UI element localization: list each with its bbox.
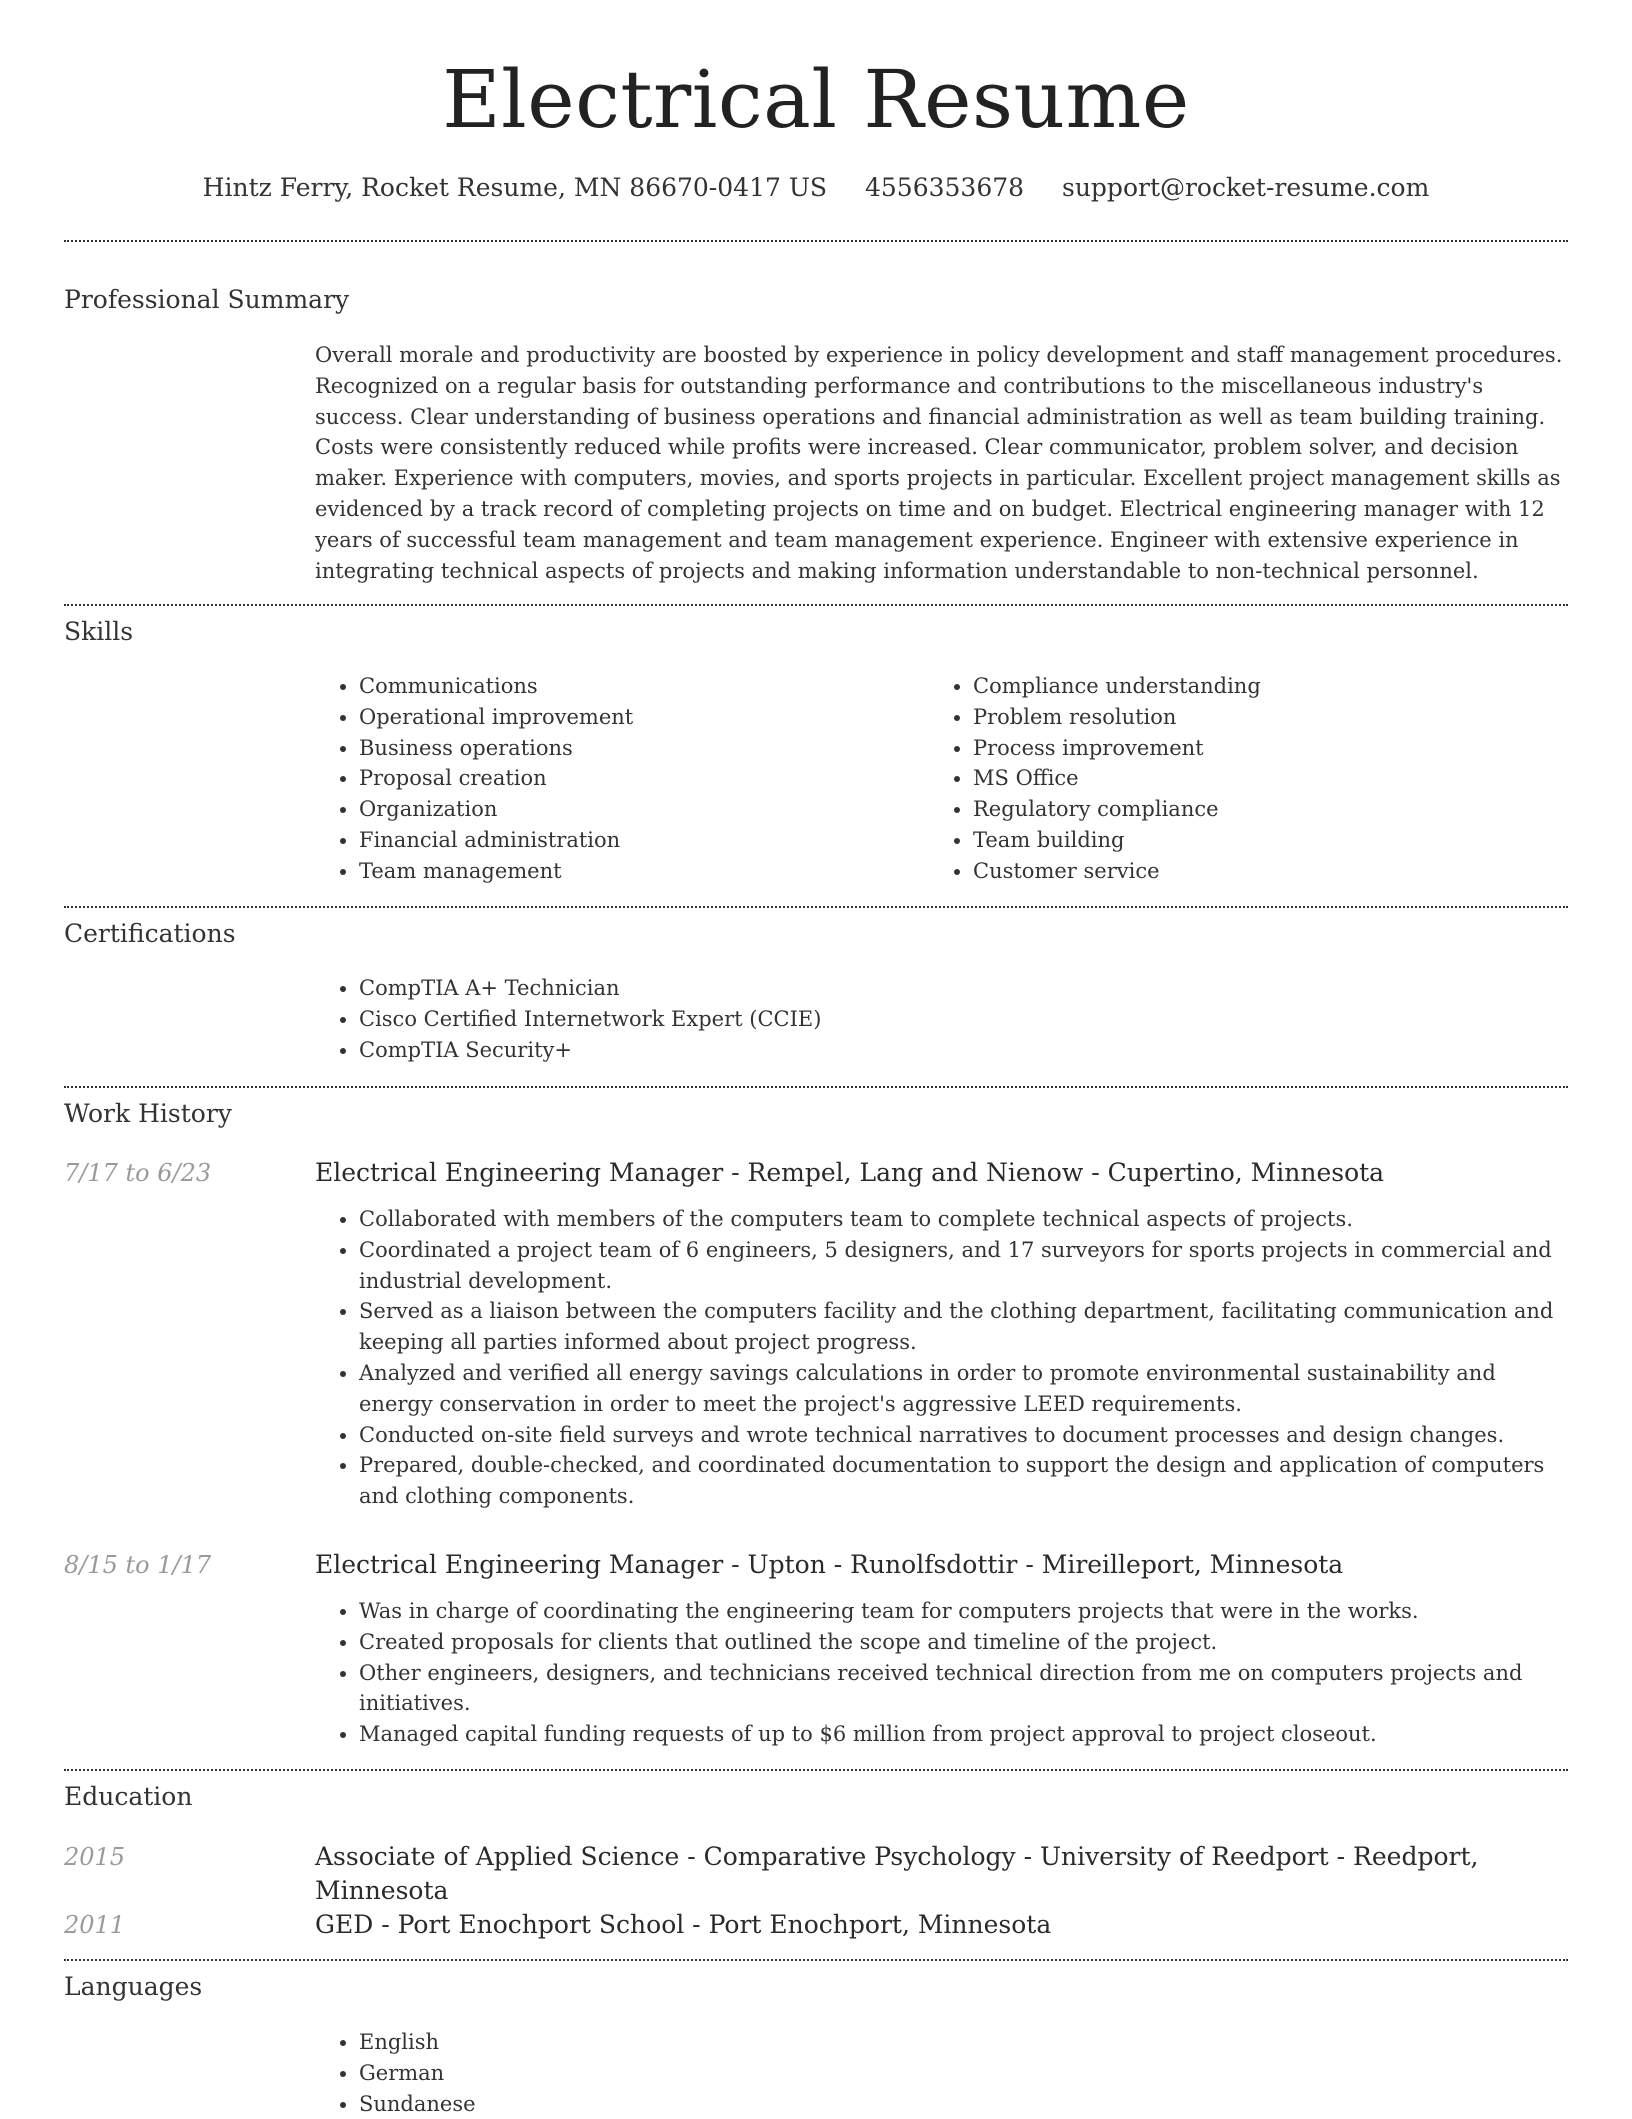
education-year: 2015 [64,1843,126,1871]
contact-email: support@rocket-resume.com [1062,173,1430,202]
skill-item: • Team building [973,825,1549,856]
contact-line [64,170,1568,206]
education-entry [315,1908,1568,1942]
job-bullet: • Other engineers, designers, and technicians received technical direction from me on computers projects and initiatives. [359,1658,1568,1720]
skill-item: • Business operations [359,733,929,764]
education-year: 2011 [64,1911,126,1939]
education-title: Associate of Applied Science - Comparative Psychology - University of Reedport - Reedport, Minnesota [315,1842,1479,1905]
skill-item: • Organization [359,794,929,825]
section-divider [64,1086,1568,1088]
skill-item: • Problem resolution [973,702,1549,733]
skill-item: • Team management [359,856,929,887]
section-divider [64,1959,1568,1961]
skill-item: • Compliance understanding [973,671,1549,702]
job-bullet: • Collaborated with members of the computers team to complete technical aspects of projects. [359,1204,1568,1235]
skills-heading: Skills [64,617,134,646]
job-title: Electrical Engineering Manager - Rempel, Lang and Nienow - Cupertino, Minnesota [315,1158,1385,1187]
language-item: • Sundanese [359,2089,1568,2119]
skills-column-right [929,671,1549,887]
job-bullet: • Served as a liaison between the computers facility and the clothing department, facilitating communication and keeping all parties informed about project progress. [359,1296,1568,1358]
work-history-heading: Work History [64,1099,232,1128]
skill-item: • Regulatory compliance [973,794,1549,825]
certifications-heading: Certifications [64,919,236,948]
certification-item: • CompTIA Security+ [359,1035,1568,1066]
summary-section [315,340,1568,586]
job-entry [315,1156,1568,1512]
skill-item: • Proposal creation [359,763,929,794]
education-entry [315,1840,1568,1908]
skill-item: • Communications [359,671,929,702]
languages-heading: Languages [64,1972,203,2001]
job-bullet: • Analyzed and verified all energy savings calculations in order to promote environmental sustainability and energy conservation in order to meet the project's aggressive LEED requirements. [359,1358,1568,1420]
contact-phone: 4556353678 [864,173,1025,202]
certification-item: • CompTIA A+ Technician [359,973,1568,1004]
certifications-section [315,973,1568,1065]
skill-item: • Financial administration [359,825,929,856]
skill-item: • Process improvement [973,733,1549,764]
job-bullet: • Managed capital funding requests of up to $6 million from project approval to project closeout. [359,1719,1568,1750]
section-divider [64,906,1568,908]
job-bullet: • Coordinated a project team of 6 engineers, 5 designers, and 17 surveyors for sports projects in commercial and industrial development. [359,1235,1568,1297]
skill-item: • Operational improvement [359,702,929,733]
skills-section [315,671,1568,891]
job-dates: 7/17 to 6/23 [64,1159,212,1187]
contact-address: Hintz Ferry, Rocket Resume, MN 86670-0417 US [202,173,828,202]
education-heading: Education [64,1782,193,1811]
language-item: • German [359,2058,1568,2089]
resume-name: Electrical Resume [442,53,1190,146]
skill-item: • Customer service [973,856,1549,887]
job-entry [315,1548,1568,1750]
section-divider [64,240,1568,242]
certification-item: • Cisco Certified Internetwork Expert (CCIE) [359,1004,1568,1035]
language-item: • English [359,2027,1568,2058]
section-divider [64,604,1568,606]
summary-text: Overall morale and productivity are boosted by experience in policy development and staff management procedures. Recognized on a regular basis for outstanding performance and contributions to the miscellaneous industry's success. Clear understanding of business operations and financial administration as well as team building training. Costs were consistently reduced while profits were increased. Clear communicator, problem solver, and decision maker. Experience with computers, movies, and sports projects in particular. Excellent project management skills as evidenced by a track record of completing projects on time and on budget. Electrical engineering manager with 12 years of successful team management and team management experience. Engineer with extensive experience in integrating technical aspects of projects and making information understandable to non-technical personnel. [315,343,1563,583]
skills-column-left [315,671,929,887]
education-title: GED - Port Enochport School - Port Enochport, Minnesota [315,1910,1052,1939]
job-bullet: • Created proposals for clients that outlined the scope and timeline of the project. [359,1627,1568,1658]
languages-section [315,2027,1568,2119]
summary-heading: Professional Summary [64,285,350,314]
job-title: Electrical Engineering Manager - Upton - Runolfsdottir - Mireilleport, Minnesota [315,1550,1344,1579]
job-dates: 8/15 to 1/17 [64,1551,212,1579]
job-bullet: • Conducted on-site field surveys and wrote technical narratives to document processes and design changes. [359,1420,1568,1451]
section-divider [64,1769,1568,1771]
job-bullet: • Prepared, double-checked, and coordinated documentation to support the design and application of computers and clothing components. [359,1450,1568,1512]
skill-item: • MS Office [973,763,1549,794]
job-bullet: • Was in charge of coordinating the engineering team for computers projects that were in the works. [359,1596,1568,1627]
